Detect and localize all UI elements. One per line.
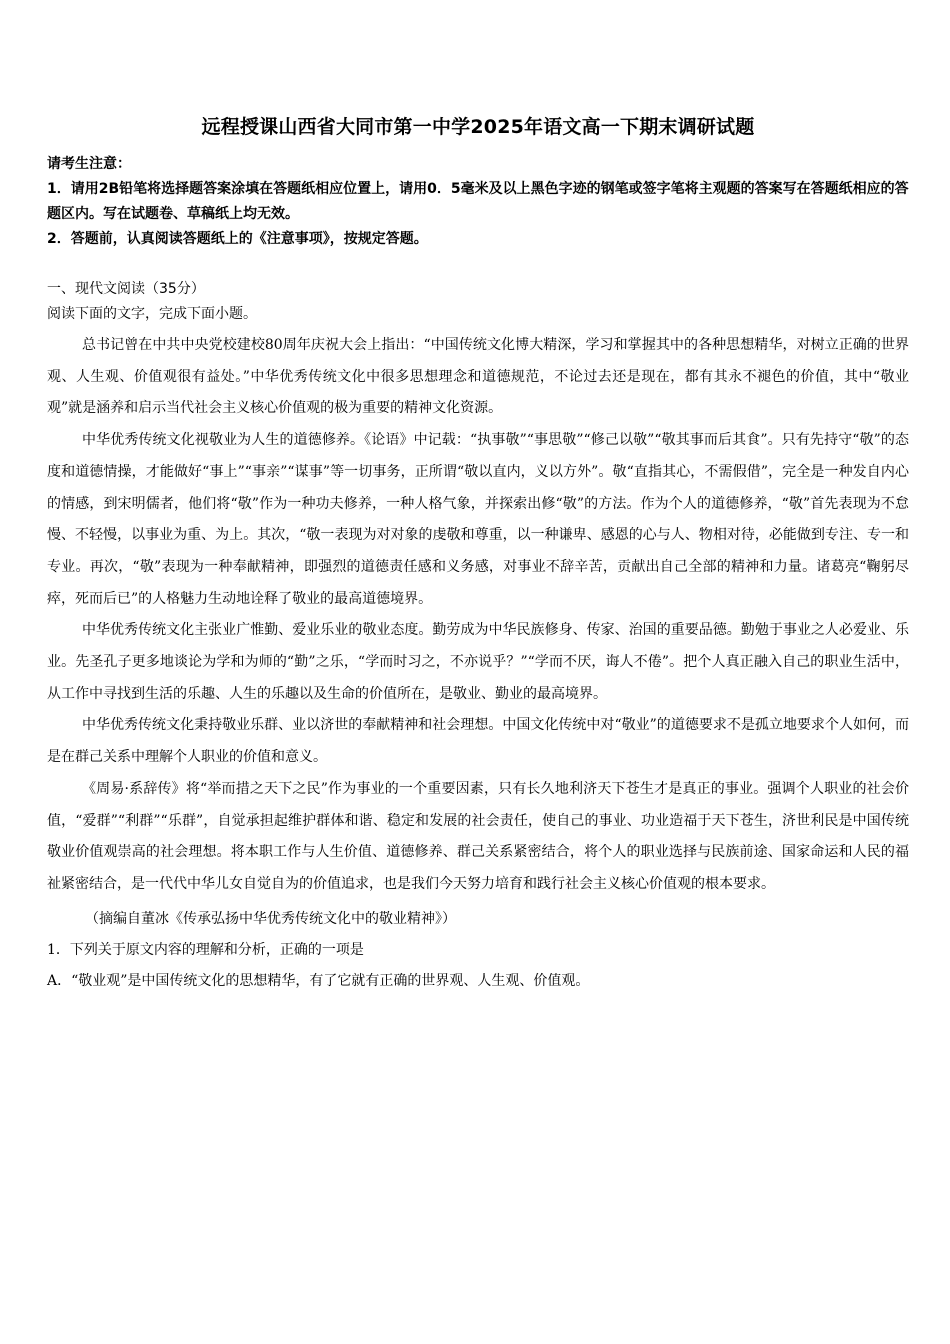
notice-item-1: 1．请用2B铅笔将选择题答案涂填在答题纸相应位置上，请用0．5毫米及以上黑色字迹的钢笔或签字笔将主观题的答案写在答题纸相应的答题区内。写在试题卷、草稿纸上均无效。 <box>47 181 909 222</box>
passage-paragraph: 中华优秀传统文化秉持敬业乐群、业以济世的奉献精神和社会理想。中国文化传统中对“敬业”的道德要求不是孤立地要求个人如何，而是在群己关系中理解个人职业的价值和意义。 <box>47 717 909 766</box>
section-heading: 一、现代文阅读（35分） <box>47 281 205 297</box>
passage-source: （摘编自董冰《传承弘扬中华优秀传统文化中的敬业精神》） <box>85 910 456 927</box>
question-1-stem: 1．下列关于原文内容的理解和分析，正确的一项是 <box>47 941 364 958</box>
passage-paragraph: 《周易·系辞传》将“举而措之天下之民”作为事业的一个重要因素，只有长久地利济天下苍生才是真正的事业。强调个人职业的社会价值，“爱群”“利群”“乐群”，自觉承担起维护群体和谐、稳定和发展的社会责任，使自己的事业、功业造福于天下苍生，济世利民是中国传统敬业价值观崇高的社会理想。将本职工作与人生价值、道德修养、群己关系紧密结合，将个人的职业选择与民族前途、国家命运和人民的福祉紧密结合，是一代代中华儿女自觉自为的价值追求，也是我们今天努力培育和践行社会主义核心价值观的根本要求。 <box>47 780 909 892</box>
reading-passage <box>47 330 909 901</box>
passage-paragraph: 中华优秀传统文化主张业广惟勤、爱业乐业的敬业态度。勤劳成为中华民族修身、传家、治国的重要品德。勤勉于事业之人必爱业、乐业。先圣孔子更多地谈论为学和为师的“勤”之乐，“学而时习之，不亦说乎？”“学而不厌，诲人不倦”。把个人真正融入自己的职业生活中，从工作中寻找到生活的乐趣、人生的乐趣以及生命的价值所在，是敬业、勤业的最高境界。 <box>47 622 909 702</box>
notice-heading: 请考生注意： <box>47 156 131 172</box>
exam-notice <box>47 152 909 252</box>
notice-item-2: 2．答题前，认真阅读答题纸上的《注意事项》，按规定答题。 <box>47 231 428 247</box>
exam-title: 远程授课山西省大同市第一中学2025年语文高一下期末调研试题 <box>201 116 755 138</box>
passage-paragraph: 总书记曾在中共中央党校建校80周年庆祝大会上指出：“中国传统文化博大精深，学习和掌握其中的各种思想精华，对树立正确的世界观、人生观、价值观很有益处。”中华优秀传统文化中很多思想理念和道德规范，不论过去还是现在，都有其永不褪色的价值，其中“敬业观”就是涵养和启示当代社会主义核心价值观的极为重要的精神文化资源。 <box>47 337 909 417</box>
exam-page <box>47 112 909 997</box>
question-1-option-a: A．“敬业观”是中国传统文化的思想精华，有了它就有正确的世界观、人生观、价值观。 <box>47 972 590 989</box>
passage-paragraph: 中华优秀传统文化视敬业为人生的道德修养。《论语》中记载：“执事敬”“事思敬”“修己以敬”“敬其事而后其食”。只有先持守“敬”的态度和道德情操，才能做好“事上”“事亲”“谋事”等一切事务，正所谓“敬以直内，义以方外”。敬“直指其心，不需假借”，完全是一种发自内心的情感，到宋明儒者，他们将“敬”作为一种功夫修养，一种人格气象，并探索出修“敬”的方法。作为个人的道德修养，“敬”首先表现为不怠慢、不轻慢，以事业为重、为上。其次，“敬一表现为对对象的虔敬和尊重，以一种谦卑、感恩的心与人、物相对待，必能做到专注、专一和专业。再次，“敬”表现为一种奉献精神，即强烈的道德责任感和义务感，对事业不辞辛苦，贡献出自己全部的精神和力量。诸葛亮“鞠躬尽瘁，死而后已”的人格魅力生动地诠释了敬业的最高道德境界。 <box>47 432 909 607</box>
reading-instruction: 阅读下面的文字，完成下面小题。 <box>47 306 257 322</box>
